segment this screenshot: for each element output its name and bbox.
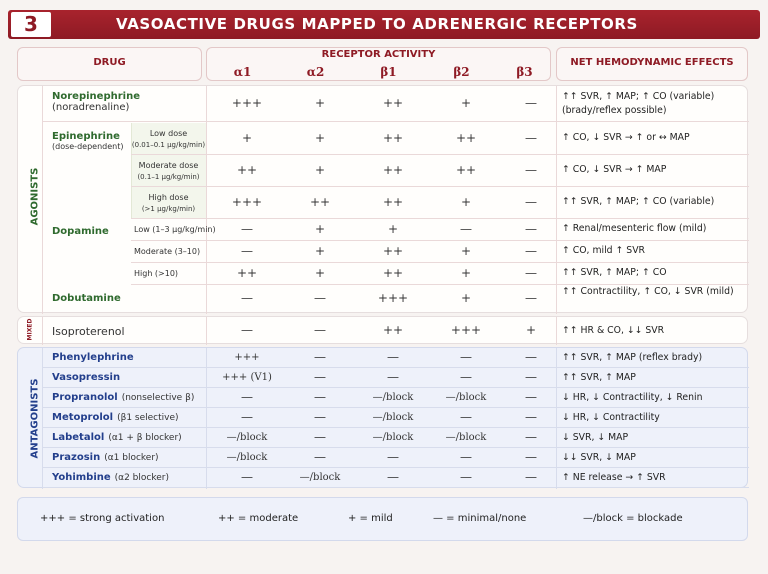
cell-beta2: —/block bbox=[445, 392, 487, 403]
header-beta2: β2 bbox=[453, 65, 470, 79]
cell-beta2: — bbox=[460, 222, 472, 236]
cell-alpha2: — bbox=[314, 291, 326, 305]
table-row-labetalol bbox=[42, 428, 749, 448]
cell-alpha2: + bbox=[314, 163, 326, 177]
cell-beta2: — bbox=[460, 370, 472, 384]
cell-beta1: +++ bbox=[377, 291, 409, 305]
effect-text: ↑↑ SVR, ↑ MAP (reflex brady) bbox=[562, 352, 703, 363]
cell-alpha1: —/block bbox=[226, 452, 268, 463]
drug-name bbox=[52, 472, 169, 483]
dose-label: Low (1–3 μg/kg/min) bbox=[134, 225, 216, 234]
cell-beta1: ++ bbox=[382, 131, 404, 145]
cell-beta2: + bbox=[460, 291, 472, 305]
drug-name-text: Yohimbine bbox=[52, 472, 111, 483]
cell-beta3: — bbox=[525, 244, 537, 258]
cell-alpha2: — bbox=[314, 390, 326, 404]
table-row-isoproterenol bbox=[42, 317, 749, 345]
effect-text: ↑ NE release → ↑ SVR bbox=[562, 472, 666, 483]
cell-alpha1: +++ bbox=[231, 96, 263, 110]
table-row-epinephrine-high bbox=[131, 187, 749, 219]
effect-text: ↑↑ Contractility, ↑ CO, ↓ SVR (mild) bbox=[562, 286, 734, 297]
cell-beta3: — bbox=[525, 390, 537, 404]
effect-text: ↑ CO, ↓ SVR → ↑ MAP bbox=[562, 164, 667, 175]
cell-beta2: —/block bbox=[445, 432, 487, 443]
cell-alpha1: — bbox=[241, 390, 253, 404]
cell-alpha1: — bbox=[241, 222, 253, 236]
legend bbox=[17, 497, 748, 541]
cell-alpha2: + bbox=[314, 96, 326, 110]
drug-name bbox=[52, 432, 182, 443]
cell-beta1: ++ bbox=[382, 244, 404, 258]
cell-beta3: — bbox=[525, 195, 537, 209]
cell-beta2: — bbox=[460, 450, 472, 464]
effect-text: ↓ HR, ↓ Contractility, ↓ Renin bbox=[562, 392, 703, 403]
cell-beta3: — bbox=[525, 291, 537, 305]
title-bar bbox=[8, 10, 760, 39]
cell-beta3: — bbox=[525, 410, 537, 424]
cell-beta2: — bbox=[460, 350, 472, 364]
table-row-epinephrine-low bbox=[131, 123, 749, 155]
effect-text: ↓ SVR, ↓ MAP bbox=[562, 432, 629, 443]
legend-item-mild: + = mild bbox=[348, 513, 393, 524]
agonist-section bbox=[17, 85, 748, 313]
effect-text: ↑ CO, ↓ SVR → ↑ or ↔ MAP bbox=[562, 132, 690, 143]
drug-name bbox=[52, 392, 194, 403]
effect-text: ↑ CO, mild ↑ SVR bbox=[562, 245, 646, 256]
cell-beta3: — bbox=[525, 450, 537, 464]
dose-label bbox=[131, 192, 206, 215]
title-number: 3 bbox=[11, 12, 51, 37]
cell-beta2: +++ bbox=[450, 323, 482, 337]
drug-name: Isoproterenol bbox=[52, 325, 125, 338]
cell-beta1: + bbox=[387, 222, 399, 236]
cell-alpha1: —/block bbox=[226, 432, 268, 443]
effect-text: ↑↑ SVR, ↑ MAP; ↑ CO bbox=[562, 267, 667, 278]
drug-name-text: Labetalol bbox=[52, 432, 105, 443]
dose-label: High (>10) bbox=[134, 269, 179, 278]
effect-text: ↓↓ SVR, ↓ MAP bbox=[562, 452, 636, 463]
cell-alpha2: ++ bbox=[309, 195, 331, 209]
drug-note: (α1 blocker) bbox=[104, 453, 159, 463]
table-row-phenylephrine bbox=[42, 348, 749, 368]
cell-beta3: — bbox=[525, 430, 537, 444]
table-row-propranolol bbox=[42, 388, 749, 408]
table-row-yohimbine bbox=[42, 468, 749, 488]
cell-beta2: ++ bbox=[455, 163, 477, 177]
mixed-section bbox=[17, 316, 748, 344]
drug-name-text: Propranolol bbox=[52, 392, 118, 403]
table-row-dobutamine bbox=[42, 285, 749, 314]
drug-name: Dobutamine bbox=[52, 293, 121, 304]
dose-detail: (>1 μg/kg/min) bbox=[141, 205, 196, 213]
cell-alpha2: — bbox=[314, 370, 326, 384]
effect-text: ↑↑ SVR, ↑ MAP; ↑ CO (variable) bbox=[562, 196, 715, 207]
cell-beta2: — bbox=[460, 410, 472, 424]
cell-beta3: — bbox=[525, 266, 537, 280]
cell-alpha2: — bbox=[314, 350, 326, 364]
header-drug: DRUG bbox=[93, 57, 126, 68]
drug-name bbox=[52, 372, 120, 383]
table-row-dopamine-high bbox=[131, 263, 749, 285]
drug-name bbox=[52, 412, 179, 423]
effect-text: ↑↑ SVR, ↑ MAP bbox=[562, 372, 636, 383]
drug-name bbox=[52, 452, 159, 463]
cell-beta2: — bbox=[460, 470, 472, 484]
drug-name-text: Prazosin bbox=[52, 452, 101, 463]
cell-alpha1: — bbox=[241, 323, 253, 337]
drug-note: (α1 + β blocker) bbox=[108, 433, 182, 443]
dose-label-text: Moderate dose bbox=[138, 161, 199, 170]
cell-beta3: + bbox=[525, 323, 537, 337]
dose-label bbox=[131, 128, 206, 151]
legend-item-minimal: — = minimal/none bbox=[433, 513, 527, 524]
cell-alpha2: —/block bbox=[299, 472, 341, 483]
table-row-norepinephrine bbox=[42, 86, 749, 122]
cell-beta3: — bbox=[525, 222, 537, 236]
drug-name-text: Phenylephrine bbox=[52, 352, 134, 363]
cell-alpha2: — bbox=[314, 410, 326, 424]
drug-name bbox=[52, 91, 140, 113]
cell-beta1: ++ bbox=[382, 195, 404, 209]
drug-note: (nonselective β) bbox=[121, 393, 195, 403]
drug-name-epinephrine bbox=[52, 131, 123, 151]
cell-beta2: + bbox=[460, 266, 472, 280]
cell-alpha2: + bbox=[314, 222, 326, 236]
dose-detail: (0.01–0.1 μg/kg/min) bbox=[131, 141, 206, 149]
drug-name-text: Epinephrine bbox=[52, 131, 120, 142]
drug-name bbox=[52, 352, 134, 363]
dose-detail: (0.1–1 μg/kg/min) bbox=[137, 173, 200, 181]
antagonist-section bbox=[17, 347, 748, 488]
header-effects: NET HEMODYNAMIC EFFECTS bbox=[570, 57, 734, 68]
drug-subtitle: (noradrenaline) bbox=[52, 102, 130, 113]
cell-alpha1: — bbox=[241, 291, 253, 305]
header-beta1: β1 bbox=[380, 65, 397, 79]
page-title: VASOACTIVE DRUGS MAPPED TO ADRENERGIC RECEPTORS bbox=[116, 15, 638, 33]
drug-note: (β1 selective) bbox=[117, 413, 179, 423]
table-row-vasopressin bbox=[42, 368, 749, 388]
cell-beta1: — bbox=[387, 450, 399, 464]
drug-subtitle: (dose-dependent) bbox=[52, 142, 124, 151]
cell-alpha2: — bbox=[314, 430, 326, 444]
cell-alpha2: + bbox=[314, 244, 326, 258]
cell-beta2: + bbox=[460, 96, 472, 110]
cell-alpha1: ++ bbox=[236, 266, 258, 280]
cell-beta2: ++ bbox=[455, 131, 477, 145]
cell-alpha2: — bbox=[314, 323, 326, 337]
cell-alpha2: — bbox=[314, 450, 326, 464]
header-alpha2: α2 bbox=[306, 65, 325, 79]
cell-alpha1: ++ bbox=[236, 163, 258, 177]
cell-beta3: — bbox=[525, 131, 537, 145]
header-receptor-activity: RECEPTOR ACTIVITY bbox=[321, 49, 436, 60]
legend-item-moderate: ++ = moderate bbox=[218, 513, 299, 524]
cell-beta1: —/block bbox=[372, 392, 414, 403]
cell-beta2: + bbox=[460, 244, 472, 258]
cell-beta1: — bbox=[387, 350, 399, 364]
cell-beta3: — bbox=[525, 350, 537, 364]
cell-beta1: —/block bbox=[372, 412, 414, 423]
cell-beta1: — bbox=[387, 470, 399, 484]
dose-label bbox=[131, 160, 206, 183]
cell-alpha1: +++ bbox=[231, 195, 263, 209]
cell-alpha1: +++ (V1) bbox=[222, 372, 272, 383]
cell-alpha1: — bbox=[241, 470, 253, 484]
cell-beta3: — bbox=[525, 163, 537, 177]
table-row-metoprolol bbox=[42, 408, 749, 428]
header-beta3: β3 bbox=[516, 65, 533, 79]
cell-beta3: — bbox=[525, 470, 537, 484]
legend-item-blockade: —/block = blockade bbox=[583, 513, 683, 524]
cell-beta1: ++ bbox=[382, 323, 404, 337]
dose-label-text: Low dose bbox=[149, 129, 188, 138]
cell-beta2: + bbox=[460, 195, 472, 209]
effect-text: ↑↑ SVR, ↑ MAP; ↑ CO (variable) (brady/reflex possible) bbox=[562, 91, 715, 116]
cell-beta1: ++ bbox=[382, 96, 404, 110]
cell-beta3: — bbox=[525, 370, 537, 384]
drug-note: (α2 blocker) bbox=[114, 473, 169, 483]
cell-alpha1: +++ bbox=[234, 352, 260, 363]
mixed-side-label: MIXED bbox=[26, 318, 34, 341]
drug-name-text: Metoprolol bbox=[52, 412, 114, 423]
cell-alpha2: + bbox=[314, 266, 326, 280]
table-row-epinephrine-moderate bbox=[131, 155, 749, 187]
cell-beta1: ++ bbox=[382, 163, 404, 177]
antagonists-side-label: ANTAGONISTS bbox=[29, 378, 41, 459]
cell-alpha2: + bbox=[314, 131, 326, 145]
table-row-prazosin bbox=[42, 448, 749, 468]
agonists-side-label: AGONISTS bbox=[29, 167, 41, 226]
header-alpha1: α1 bbox=[233, 65, 252, 79]
dose-label-text: High dose bbox=[148, 193, 189, 202]
effect-text: ↓ HR, ↓ Contractility bbox=[562, 412, 660, 423]
effect-text: ↑↑ HR & CO, ↓↓ SVR bbox=[562, 325, 665, 336]
cell-beta1: —/block bbox=[372, 432, 414, 443]
drug-name-text: Vasopressin bbox=[52, 372, 121, 383]
cell-beta1: ++ bbox=[382, 266, 404, 280]
cell-alpha1: — bbox=[241, 244, 253, 258]
drug-name-text: Norepinephrine bbox=[52, 91, 140, 102]
cell-beta3: — bbox=[525, 96, 537, 110]
effect-text: ↑ Renal/mesenteric flow (mild) bbox=[562, 223, 707, 234]
cell-beta1: — bbox=[387, 370, 399, 384]
dose-label: Moderate (3–10) bbox=[134, 247, 201, 256]
table-row-dopamine-moderate bbox=[131, 241, 749, 263]
cell-alpha1: + bbox=[241, 131, 253, 145]
legend-item-strong: +++ = strong activation bbox=[40, 513, 165, 524]
drug-name-dopamine: Dopamine bbox=[52, 226, 109, 237]
table-row-dopamine-low bbox=[131, 219, 749, 241]
cell-alpha1: — bbox=[241, 410, 253, 424]
